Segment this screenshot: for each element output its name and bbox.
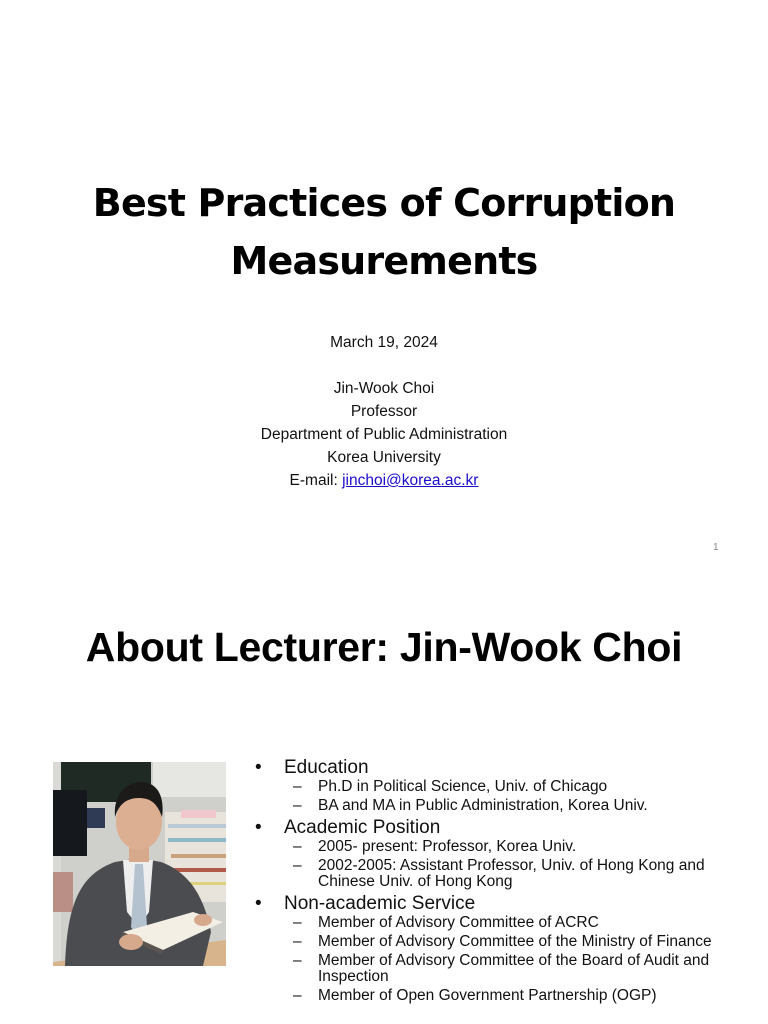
page-number: 1 — [713, 542, 719, 553]
list-item: – Member of Advisory Committee of the Board of Audit and Inspection — [255, 953, 745, 985]
email-link[interactable]: jinchoi@korea.ac.kr — [342, 472, 479, 489]
section-heading: • Academic Position — [255, 817, 745, 839]
slide-about-lecturer — [0, 576, 768, 1024]
author-position: Professor — [350, 403, 418, 420]
spacer — [0, 354, 768, 377]
section-heading: • Education — [255, 757, 745, 779]
lecturer-photo — [53, 762, 226, 966]
author-info — [0, 331, 768, 492]
author-department: Department of Public Administration — [260, 426, 508, 443]
lecturer-bio-list — [255, 757, 745, 1007]
list-item: – Member of Advisory Committee of the Ministry of Finance — [255, 934, 745, 950]
author-name: Jin-Wook Choi — [333, 380, 435, 397]
list-item: – Member of Advisory Committee of ACRC — [255, 915, 745, 931]
presentation-date: March 19, 2024 — [330, 334, 438, 351]
slide-title: About Lecturer: Jin-Wook Choi — [85, 624, 683, 670]
list-item: – Member of Open Government Partnership (OGP) — [255, 988, 745, 1004]
email-line — [0, 469, 768, 492]
title-line-1: Best Practices of Corruption — [92, 181, 676, 225]
list-item: – 2005- present: Professor, Korea Univ. — [255, 839, 745, 855]
title-line-2: Measurements — [230, 239, 538, 283]
list-item: – Ph.D in Political Science, Univ. of Chicago — [255, 779, 745, 795]
presentation-title — [0, 174, 768, 290]
section-heading: • Non-academic Service — [255, 893, 745, 915]
list-item: – 2002-2005: Assistant Professor, Univ. of Hong Kong and Chinese Univ. of Hong Kong — [255, 858, 745, 890]
list-item: – BA and MA in Public Administration, Korea Univ. — [255, 798, 745, 814]
section-education — [255, 757, 745, 814]
author-university: Korea University — [327, 449, 441, 466]
section-non-academic-service — [255, 893, 745, 1004]
email-label: E-mail: — [289, 472, 343, 489]
section-academic-position — [255, 817, 745, 890]
